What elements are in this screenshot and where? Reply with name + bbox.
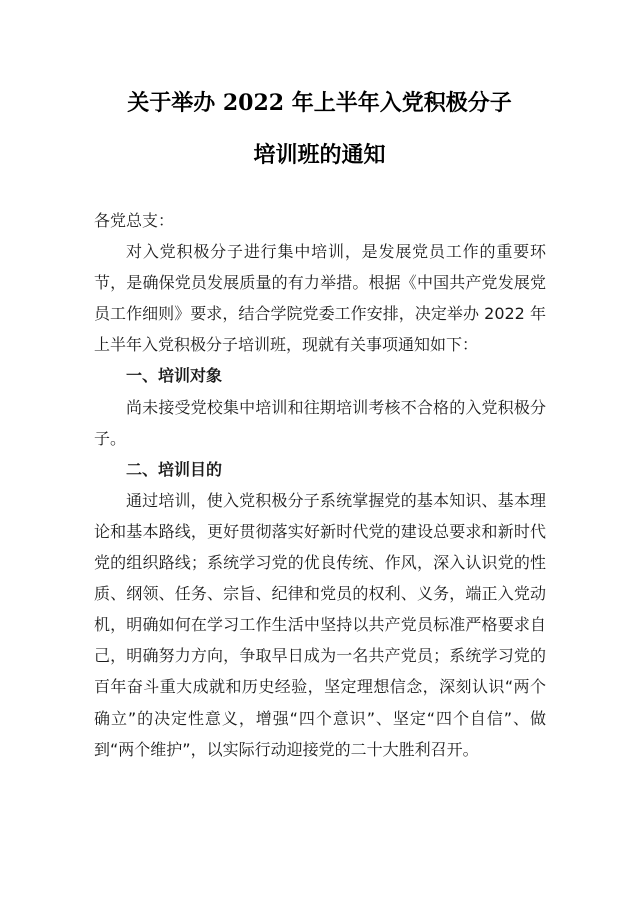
section-text-training-target: 尚未接受党校集中培训和往期培训考核不合格的入党积极分子。 [94,397,546,448]
document-title-line1: 关于举办 2022 年上半年入党积极分子 [127,90,512,116]
document-body [94,205,546,765]
intro-paragraph: 对入党积极分子进行集中培训，是发展党员工作的重要环节，是确保党员发展质量的有力举措。根据《中国共产党发展党员工作细则》要求，结合学院党委工作安排，决定举办 2022 年上半年入党积极分子培训班，现就有关事项通知如下： [94,242,546,355]
document-title-line2: 培训班的通知 [253,142,386,168]
salutation: 各党总支： [94,211,175,230]
section-text-training-purpose: 通过培训，使入党积极分子系统掌握党的基本知识、基本理论和基本路线，更好贯彻落实好新时代党的建设总要求和新时代党的组织路线；系统学习党的优良传统、作风，深入认识党的性质、纲领、任务、宗旨、纪律和党员的权利、义务，端正入党动机，明确如何在学习工作生活中坚持以共产党员标准严格要求自己，明确努力方向，争取早日成为一名共产党员；系统学习党的百年奋斗重大成就和历史经验，坚定理想信念，深刻认识“两个确立”的决定性意义，增强“四个意识”、坚定“四个自信”、做到“两个维护”，以实际行动迎接党的二十大胜利召开。 [94,490,546,759]
section-heading-training-target: 一、培训对象 [126,366,223,386]
section-heading-training-purpose: 二、培训目的 [126,459,223,479]
